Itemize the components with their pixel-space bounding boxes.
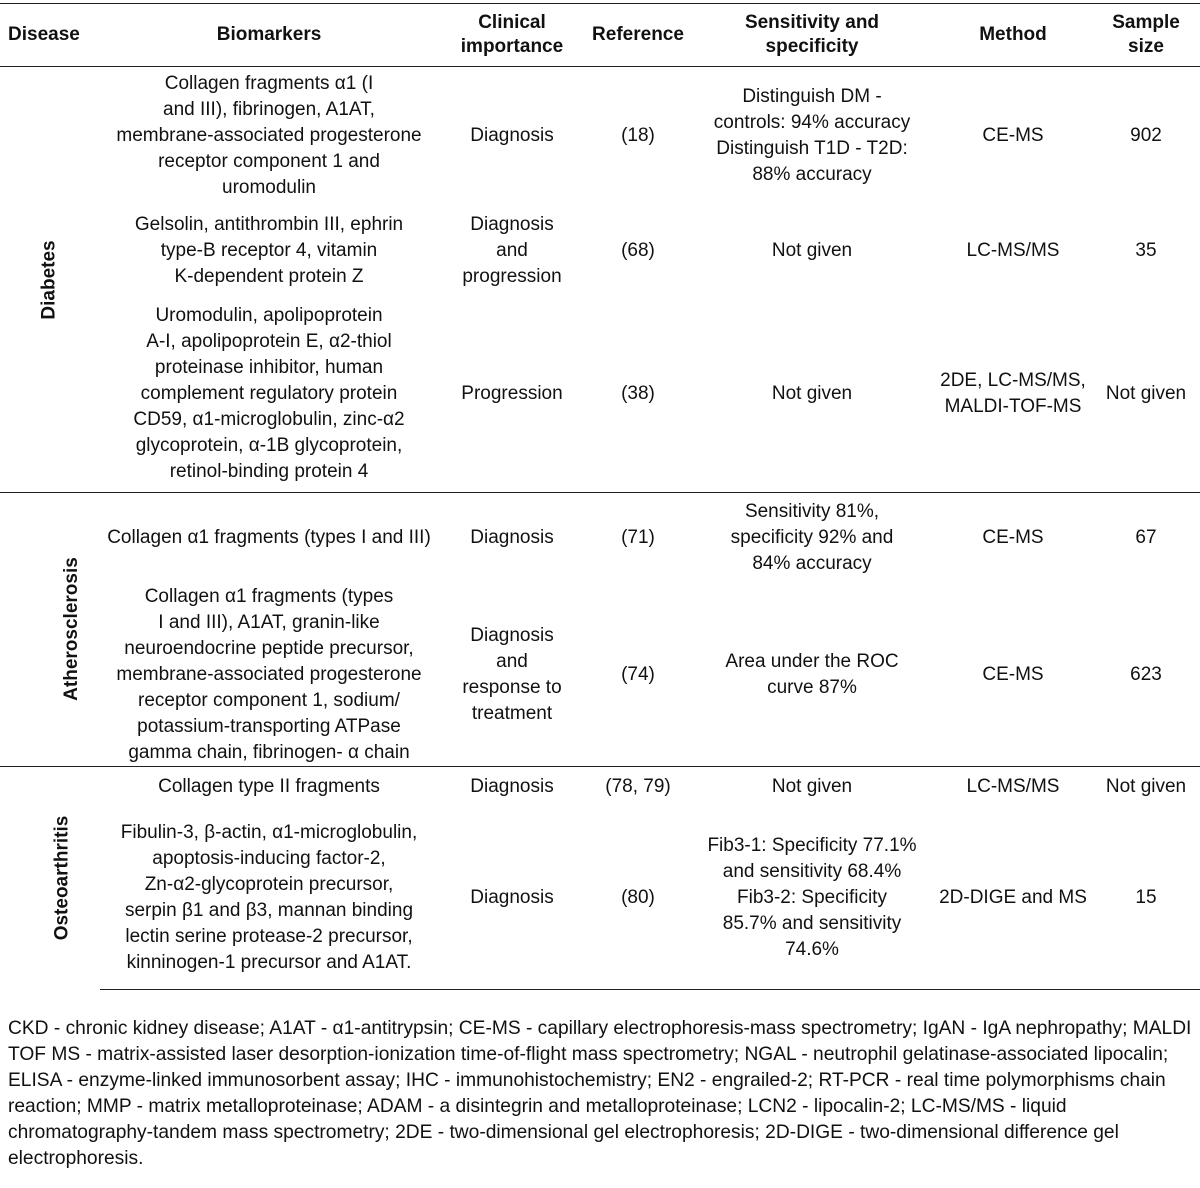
header-disease: Disease	[0, 4, 100, 67]
method-cell: 2D-DIGE and MS	[934, 807, 1092, 989]
sensitivity-cell: Area under the ROC curve 87%	[725, 650, 899, 698]
reference-cell: (71)	[586, 493, 690, 584]
sample-size-cell: 623	[1130, 663, 1162, 685]
table-row	[0, 67, 1200, 206]
sample-size-cell: Not given	[1105, 383, 1187, 405]
biomarkers-cell: Uromodulin, apolipoprotein A-I, apolipoprotein E, α2-thiol proteinase inhibitor, human complement regulatory protein CD59, α1-microglobulin, zinc-α2 glycoprotein, α-1B glycoprotein, retinol-binding protein 4	[133, 305, 405, 483]
table-row	[0, 766, 1200, 807]
table-row	[0, 807, 1200, 989]
disease-cell	[0, 67, 100, 493]
sensitivity-cell: Not given	[771, 240, 853, 261]
sample-size-cell: 15	[1092, 807, 1200, 989]
clinical-importance-cell: Diagnosis	[438, 807, 586, 989]
sensitivity-cell: Not given	[690, 766, 934, 807]
biomarkers-cell: Fibulin-3, β-actin, α1-microglobulin, apoptosis-inducing factor-2, Zn-α2-glycoprotein precursor, serpin β1 and β3, mannan binding lectin serine protease-2 precursor, kinninogen-1 precursor and A1AT.	[100, 807, 438, 989]
sensitivity-cell: Sensitivity 81%, specificity 92% and 84% accuracy	[690, 493, 934, 584]
header-biomarkers: Biomarkers	[100, 4, 438, 67]
disease-cell	[0, 493, 100, 767]
disease-label: Osteoarthritis	[51, 815, 73, 941]
method-cell: CE-MS	[982, 663, 1044, 685]
biomarkers-cell: Collagen α1 fragments (types I and III), A1AT, granin-like neuroendocrine peptide precursor, membrane-associated progesterone receptor component 1, sodium/ potassium-transporting ATPase gamma chain, fibrinogen- α chain	[116, 585, 422, 763]
header-clinical-importance: Clinical importance	[438, 4, 586, 67]
method-cell: CE-MS	[982, 125, 1044, 147]
table-row	[0, 297, 1200, 493]
clinical-importance-cell: Progression	[461, 383, 563, 405]
table-footnote: CKD - chronic kidney disease; A1AT - α1-antitrypsin; CE-MS - capillary electrophoresis-mass spectrometry; IgAN - IgA nephropathy; MALDI TOF MS - matrix-assisted laser desorption-ionization time-of-flight mass spectrometry; NGAL - neutrophil gelatinase-associated lipocalin; ELISA - enzyme-linked immunosorbent assay; IHC - immunohistochemistry; EN2 - engrailed-2; RT-PCR - real time polymorphisms chain reaction; MMP - matrix metalloproteinase; ADAM - a disintegrin and metalloproteinase; LCN2 - lipocalin-2; LC-MS/MS - liquid chromatography-tandem mass spectrometry; 2DE - two-dimensional gel electrophoresis; 2D-DIGE - two-dimensional difference gel electrophoresis.	[8, 1018, 1192, 1169]
sensitivity-cell: Not given	[771, 383, 853, 405]
reference-cell: (80)	[586, 807, 690, 989]
disease-group	[0, 766, 1200, 989]
sensitivity-cell: Fib3-1: Specificity 77.1% and sensitivity 68.4% Fib3-2: Specificity 85.7% and sensitivity 74.6%	[690, 807, 934, 989]
table-row	[0, 206, 1200, 297]
reference-cell: (78, 79)	[586, 766, 690, 807]
reference-cell: (68)	[621, 240, 655, 261]
biomarkers-cell: Collagen α1 fragments (types I and III)	[100, 493, 438, 584]
disease-group	[0, 67, 1200, 493]
disease-cell	[0, 766, 100, 989]
sample-size-cell: Not given	[1092, 766, 1200, 807]
table-row	[0, 584, 1200, 767]
reference-cell: (18)	[621, 125, 655, 147]
sample-size-cell: 902	[1130, 125, 1162, 147]
biomarker-table	[0, 3, 1200, 990]
sample-size-cell: 35	[1135, 240, 1157, 261]
header-reference: Reference	[586, 4, 690, 67]
method-cell: 2DE, LC-MS/MS, MALDI-TOF-MS	[940, 370, 1086, 418]
method-cell: LC-MS/MS	[934, 766, 1092, 807]
clinical-importance-cell: Diagnosis	[438, 766, 586, 807]
sample-size-cell: 67	[1092, 493, 1200, 584]
disease-label: Atherosclerosis	[60, 557, 82, 702]
clinical-importance-cell: Diagnosis	[470, 125, 554, 147]
sensitivity-cell: Distinguish DM - controls: 94% accuracy Distinguish T1D - T2D: 88% accuracy	[713, 86, 911, 186]
header-method: Method	[934, 4, 1092, 67]
clinical-importance-cell: Diagnosis	[438, 493, 586, 584]
method-cell: LC-MS/MS	[966, 240, 1060, 261]
biomarkers-cell: Gelsolin, antithrombin III, ephrin type-B receptor 4, vitamin K-dependent protein Z	[134, 214, 404, 287]
reference-cell: (38)	[621, 383, 655, 405]
biomarkers-cell: Collagen fragments α1 (I and III), fibrinogen, A1AT, membrane-associated progesterone receptor component 1 and uromodulin	[116, 73, 422, 199]
disease-group	[0, 493, 1200, 767]
reference-cell: (74)	[621, 663, 655, 685]
table-row	[0, 493, 1200, 584]
clinical-importance-cell: Diagnosis and progression	[462, 214, 562, 287]
table-header	[0, 4, 1200, 67]
header-sample-size: Sample size	[1092, 4, 1200, 67]
header-sensitivity-specificity: Sensitivity and specificity	[690, 4, 934, 67]
method-cell: CE-MS	[934, 493, 1092, 584]
biomarkers-cell: Collagen type II fragments	[100, 766, 438, 807]
disease-label: Diabetes	[38, 239, 60, 320]
clinical-importance-cell: Diagnosis and response to treatment	[462, 624, 562, 724]
